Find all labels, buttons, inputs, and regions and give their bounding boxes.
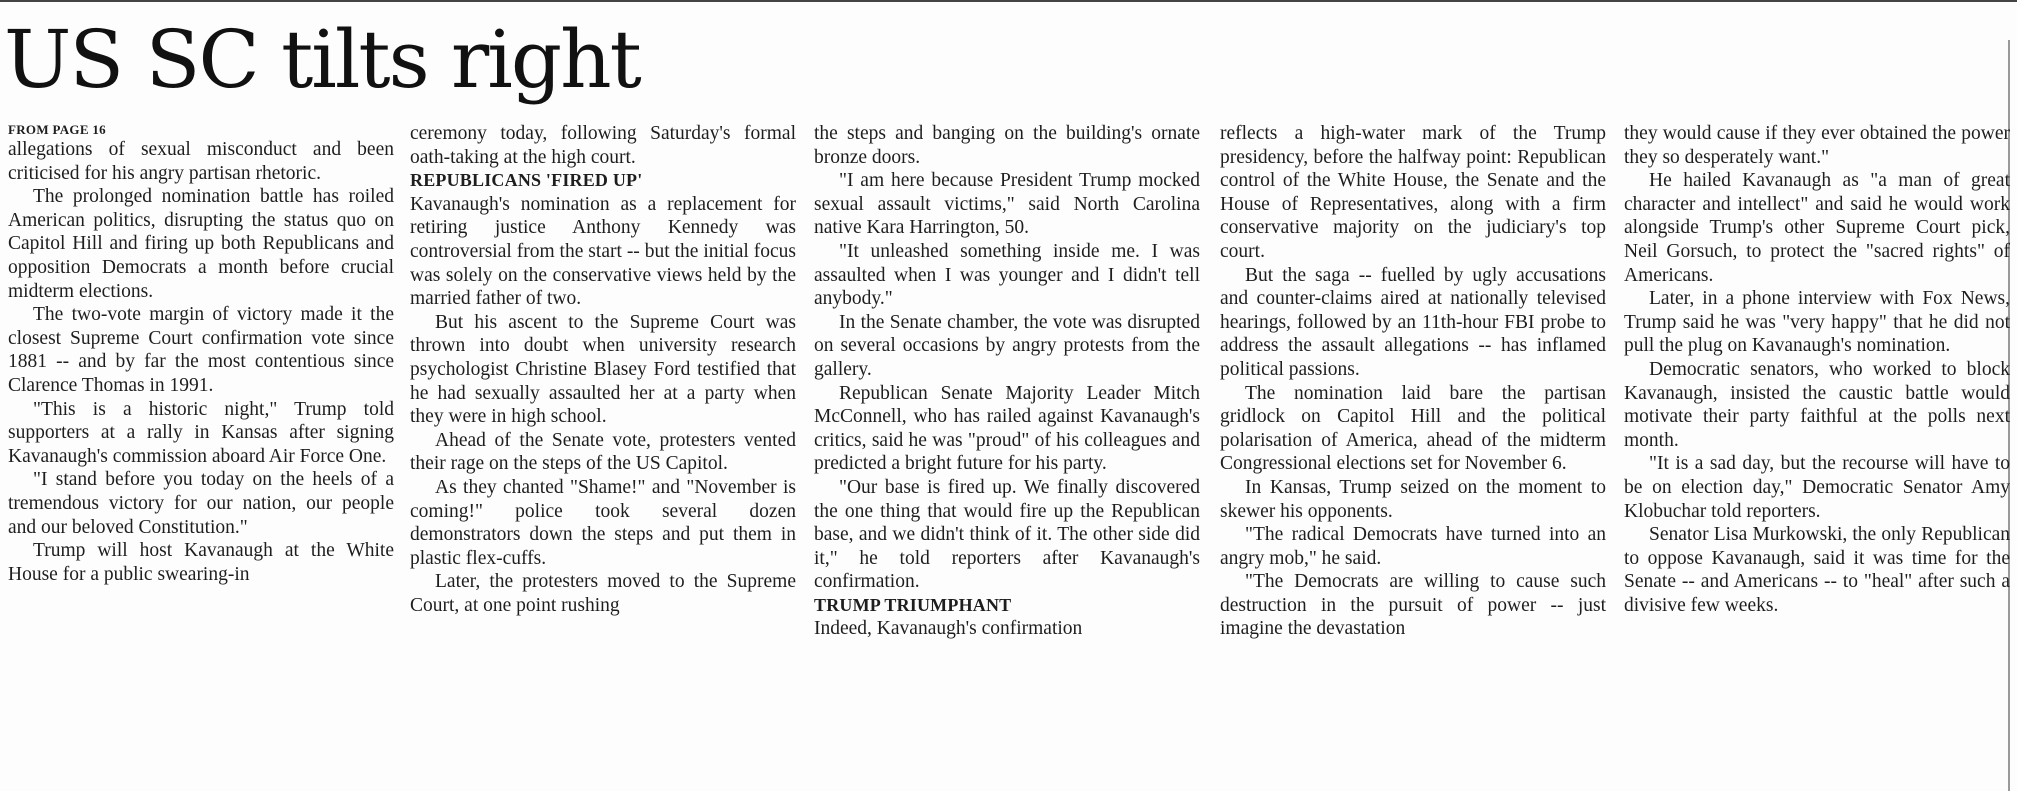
paragraph: "Our base is fired up. We finally discovered the one thing that would fire up the Republican base, and we didn't think of it. The other side did it," he told reporters after Kavanaugh's confirmation. [814,476,1200,593]
article-column-2 [410,122,796,617]
paragraph: "It unleashed something inside me. I was assaulted when I was younger and I didn't tell anybody." [814,240,1200,310]
article-column-5 [1624,122,2010,617]
paragraph: ceremony today, following Saturday's formal oath-taking at the high court. [410,123,796,168]
article-column-3 [814,122,1200,641]
paragraph: they would cause if they ever obtained the power they so desperately want." [1624,123,2010,168]
paragraph: Trump will host Kavanaugh at the White House for a public swearing-in [8,540,394,585]
paragraph: Later, the protesters moved to the Supreme Court, at one point rushing [410,571,796,616]
subheading-republicans-fired-up: REPUBLICANS 'FIRED UP' [410,170,643,191]
paragraph: Democratic senators, who worked to block Kavanaugh, insisted the caustic battle would motivate their party faithful at the polls next month. [1624,358,2010,451]
paragraph: The nomination laid bare the partisan gridlock on Capitol Hill and the political polarisation of America, ahead of the midterm Congressional elections set for November 6. [1220,382,1606,475]
paragraph: He hailed Kavanaugh as "a man of great character and intellect" and said he would work alongside Trump's other Supreme Court pick, Neil Gorsuch, to protect the "sacred rights" of Americans. [1624,170,2010,286]
paragraph: "It is a sad day, but the recourse will have to be on election day," Democratic Senator Amy Klobuchar told reporters. [1624,453,2010,522]
subheading-trump-triumphant: TRUMP TRIUMPHANT [814,594,1012,615]
jump-label: FROM PAGE 16 [8,122,106,137]
paragraph: The two-vote margin of victory made it the closest Supreme Court confirmation vote since 1881 -- and by far the most contentious since Clarence Thomas in 1991. [8,304,394,396]
paragraph: But the saga -- fuelled by ugly accusations and counter-claims aired at nationally televised hearings, followed by an 11th-hour FBI probe to address the assault allegations -- has inflamed political passions. [1220,264,1606,380]
paragraph: Kavanaugh's nomination as a replacement for retiring justice Anthony Kennedy was controversial from the start -- but the initial focus was solely on the conservative views held by the married father of two. [410,193,796,310]
paragraph: "This is a historic night," Trump told supporters at a rally in Kansas after signing Kavanaugh's commission aboard Air Force One. [8,398,394,467]
paragraph: the steps and banging on the building's ornate bronze doors. [814,123,1200,168]
headline: US SC tilts right [4,13,640,106]
paragraph: Indeed, Kavanaugh's confirmation [814,618,1083,640]
paragraph: "I am here because President Trump mocked sexual assault victims," said North Carolina native Kara Harrington, 50. [814,170,1200,239]
paragraph: Later, in a phone interview with Fox News, Trump said he was "very happy" that he did not pull the plug on Kavanaugh's nomination. [1624,288,2010,357]
paragraph: The prolonged nomination battle has roiled American politics, disrupting the status quo on Capitol Hill and firing up both Republicans and opposition Democrats a month before crucial midterm elections. [8,186,394,302]
top-rule [0,0,2017,2]
paragraph: Senator Lisa Murkowski, the only Republican to oppose Kavanaugh, said it was time for the Senate -- and Americans -- to "heal" after such a divisive few weeks. [1624,524,2010,616]
paragraph: Republican Senate Majority Leader Mitch McConnell, who has railed against Kavanaugh's critics, said he was "proud" of his colleagues and predicted a bright future for his party. [814,382,1200,475]
paragraph: "The Democrats are willing to cause such destruction in the pursuit of power -- just imagine the devastation [1220,571,1606,640]
article-column-1 [8,122,394,586]
paragraph: In the Senate chamber, the vote was disrupted on several occasions by angry protests from the gallery. [814,311,1200,380]
paragraph: allegations of sexual misconduct and been criticised for his angry partisan rhetoric. [8,139,394,184]
article-column-4 [1220,122,1606,641]
paragraph: "I stand before you today on the heels of a tremendous victory for our nation, our people and our beloved Constitution." [8,469,394,538]
paragraph: In Kansas, Trump seized on the moment to skewer his opponents. [1220,476,1606,522]
paragraph: As they chanted "Shame!" and "November is coming!" police took several dozen demonstrators down the steps and put them in plastic flex-cuffs. [410,476,796,569]
paragraph: "The radical Democrats have turned into an angry mob," he said. [1220,524,1606,569]
paragraph: Ahead of the Senate vote, protesters vented their rage on the steps of the US Capitol. [410,429,796,475]
paragraph: But his ascent to the Supreme Court was thrown into doubt when university research psychologist Christine Blasey Ford testified that he had sexually assaulted her at a party when they were in high school. [410,311,796,428]
paragraph: reflects a high-water mark of the Trump presidency, before the halfway point: Republican control of the White House, the Senate and the House of Representatives, along with a firm conservative majority on the judiciary's top court. [1220,123,1606,262]
